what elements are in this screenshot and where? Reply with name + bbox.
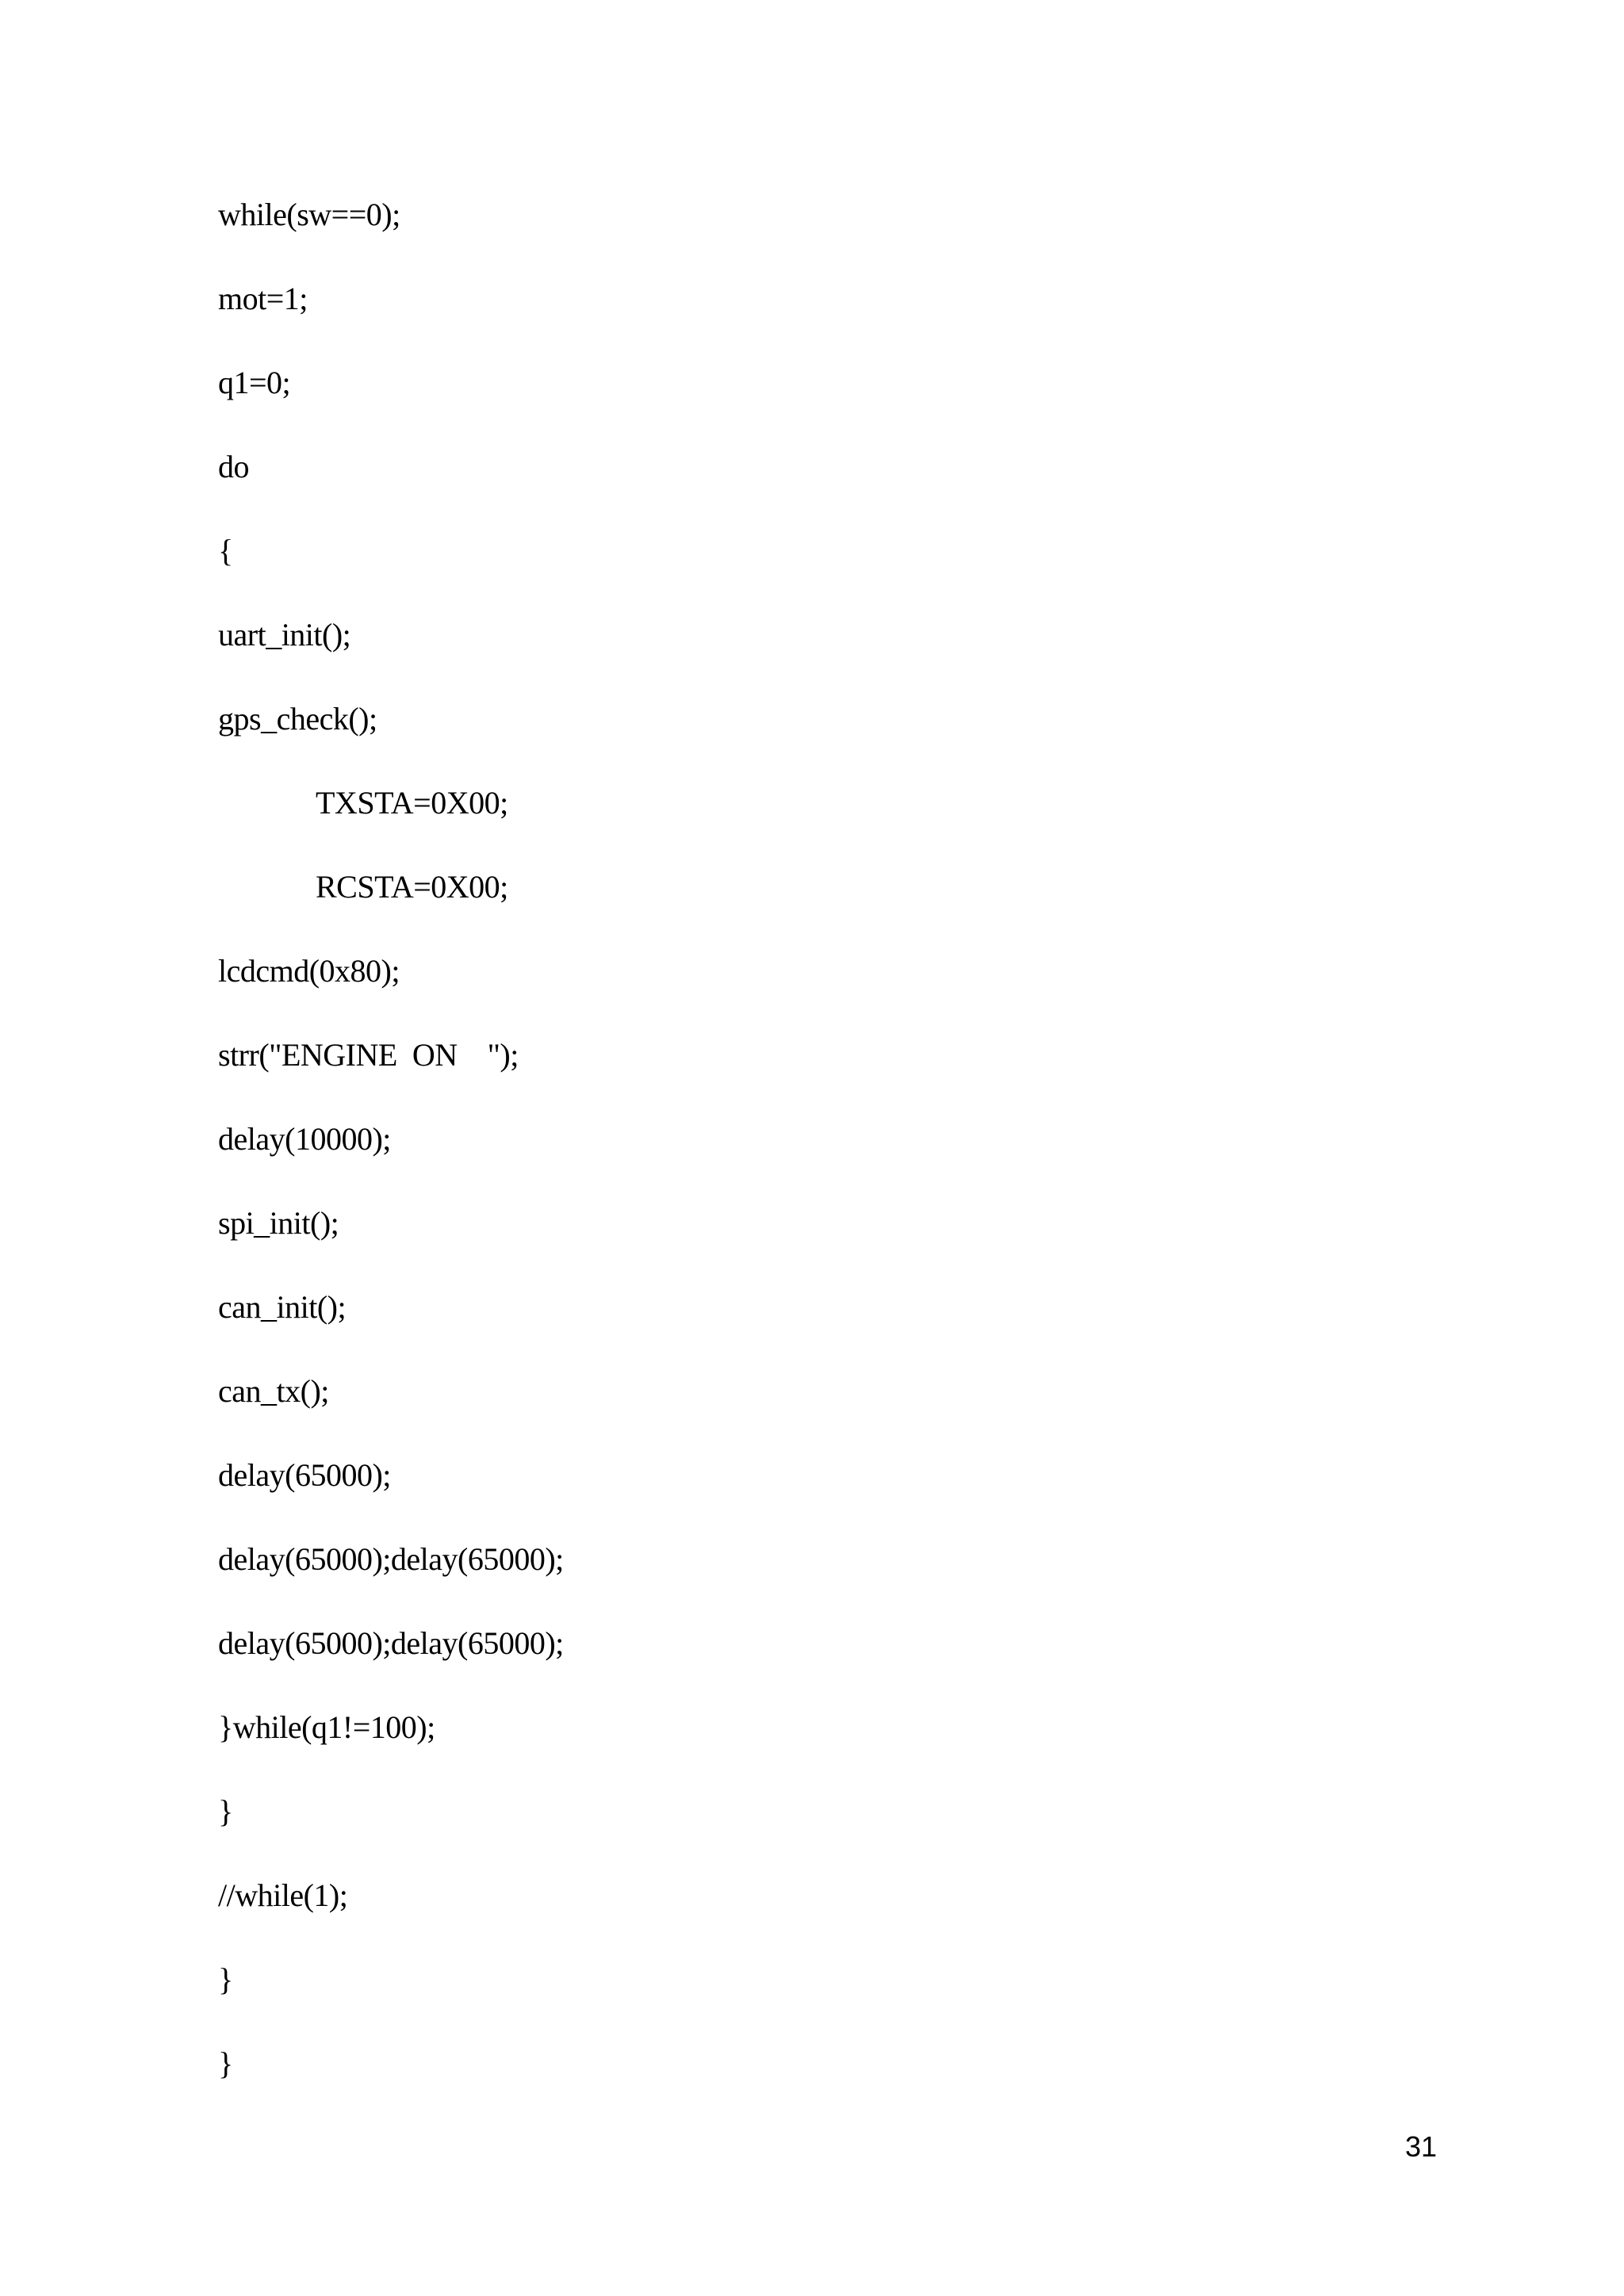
code-line: delay(65000);delay(65000); <box>218 1541 564 1577</box>
code-line: delay(65000);delay(65000); <box>218 1625 564 1661</box>
code-line: { <box>218 533 233 568</box>
code-line: } <box>218 1961 233 1997</box>
code-line: can_tx(); <box>218 1373 329 1409</box>
code-line: } <box>218 2045 233 2081</box>
code-line: q1=0; <box>218 365 291 400</box>
code-line: can_init(); <box>218 1289 347 1325</box>
code-line: mot=1; <box>218 281 308 316</box>
code-line: uart_init(); <box>218 617 351 652</box>
code-line: RCSTA=0X00; <box>316 869 508 905</box>
code-line: strr("ENGINE ON "); <box>218 1037 519 1073</box>
code-line: }while(q1!=100); <box>218 1709 435 1745</box>
code-line: delay(10000); <box>218 1121 391 1157</box>
code-line: while(sw==0); <box>218 197 400 232</box>
code-line: //while(1); <box>218 1877 348 1913</box>
code-line: delay(65000); <box>218 1457 391 1493</box>
code-line: lcdcmd(0x80); <box>218 953 400 989</box>
page-number: 31 <box>1405 2130 1438 2163</box>
code-line: gps_check(); <box>218 701 377 737</box>
code-line: TXSTA=0X00; <box>316 785 508 821</box>
code-line: spi_init(); <box>218 1205 339 1241</box>
code-line: do <box>218 449 249 484</box>
code-line: } <box>218 1793 233 1829</box>
